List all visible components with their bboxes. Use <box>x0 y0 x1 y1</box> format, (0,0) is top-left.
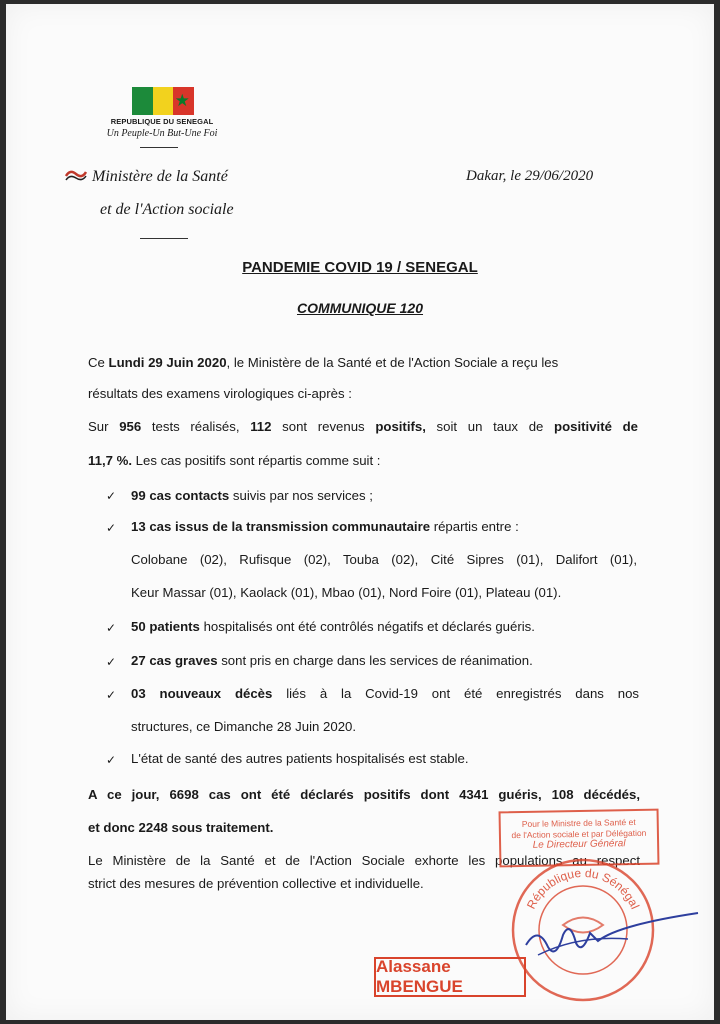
svg-text:République du Sénégal: République du Sénégal <box>523 865 643 912</box>
check-icon: ✓ <box>106 621 117 635</box>
bullet-community: 13 cas issus de la transmission communautaire répartis entre : <box>131 519 519 534</box>
ministry-name: Ministère de la Santé <box>92 168 228 185</box>
intro-line-1: Ce Lundi 29 Juin 2020, le Ministère de la Santé et de l'Action Sociale a reçu les <box>88 355 559 370</box>
republic-name: REPUBLIQUE DU SENEGAL <box>110 117 214 126</box>
bullet-deaths-line2: structures, ce Dimanche 28 Juin 2020. <box>131 719 357 734</box>
check-icon: ✓ <box>106 753 117 767</box>
handwritten-signature <box>518 905 708 965</box>
communique-number: COMMUNIQUE 120 <box>296 300 424 316</box>
check-icon: ✓ <box>106 521 117 535</box>
bullet-contacts: 99 cas contacts suivis par nos services ; <box>131 488 373 503</box>
check-icon: ✓ <box>106 489 117 503</box>
document-title: PANDEMIE COVID 19 / SENEGAL <box>242 259 478 276</box>
signatory-name: Alassane MBENGUE <box>374 957 526 997</box>
bullet-stable: L'état de santé des autres patients hospitalisés est stable. <box>131 751 469 766</box>
closing-line-2: strict des mesures de prévention collective et individuelle. <box>88 876 424 891</box>
star-icon: ★ <box>174 91 190 110</box>
divider <box>140 147 178 148</box>
divider <box>140 238 188 239</box>
ministry-logo-icon <box>64 168 88 184</box>
ministry-name-line2: et de l'Action sociale <box>100 201 234 218</box>
summary-line-2: et donc 2248 sous traitement. <box>88 820 274 835</box>
senegal-flag <box>132 87 194 115</box>
summary-line-1: A ce jour, 6698 cas ont été déclarés positifs dont 4341 guéris, 108 décédés, <box>88 787 640 802</box>
bullet-deaths: 03 nouveaux décès liés à la Covid-19 ont été enregistrés dans nos <box>131 686 639 701</box>
bullet-community-localities: Colobane (02), Rufisque (02), Touba (02), Cité Sipres (01), Dalifort (01), <box>131 552 637 567</box>
intro-line-2: résultats des examens virologiques ci-après : <box>88 386 352 401</box>
bullet-severe: 27 cas graves sont pris en charge dans les services de réanimation. <box>131 653 533 668</box>
check-icon: ✓ <box>106 688 117 702</box>
document-date: Dakar, le 29/06/2020 <box>466 168 594 184</box>
positivity-line: 11,7 %. Les cas positifs sont répartis comme suit : <box>88 453 381 468</box>
national-motto: Un Peuple-Un But-Une Foi <box>106 128 218 139</box>
bullet-recovered: 50 patients hospitalisés ont été contrôlés négatifs et déclarés guéris. <box>131 619 535 634</box>
closing-line-1: Le Ministère de la Santé et de l'Action Sociale exhorte les populations au respect <box>88 853 640 868</box>
tests-line: Sur 956 tests réalisés, 112 sont revenus positifs, soit un taux de positivité de <box>88 419 638 434</box>
delegation-stamp: Pour le Ministre de la Santé et de l'Action sociale et par Délégation Le Directeur Général <box>499 809 660 868</box>
check-icon: ✓ <box>106 655 117 669</box>
bullet-community-localities-2: Keur Massar (01), Kaolack (01), Mbao (01), Nord Foire (01), Plateau (01). <box>131 585 562 600</box>
